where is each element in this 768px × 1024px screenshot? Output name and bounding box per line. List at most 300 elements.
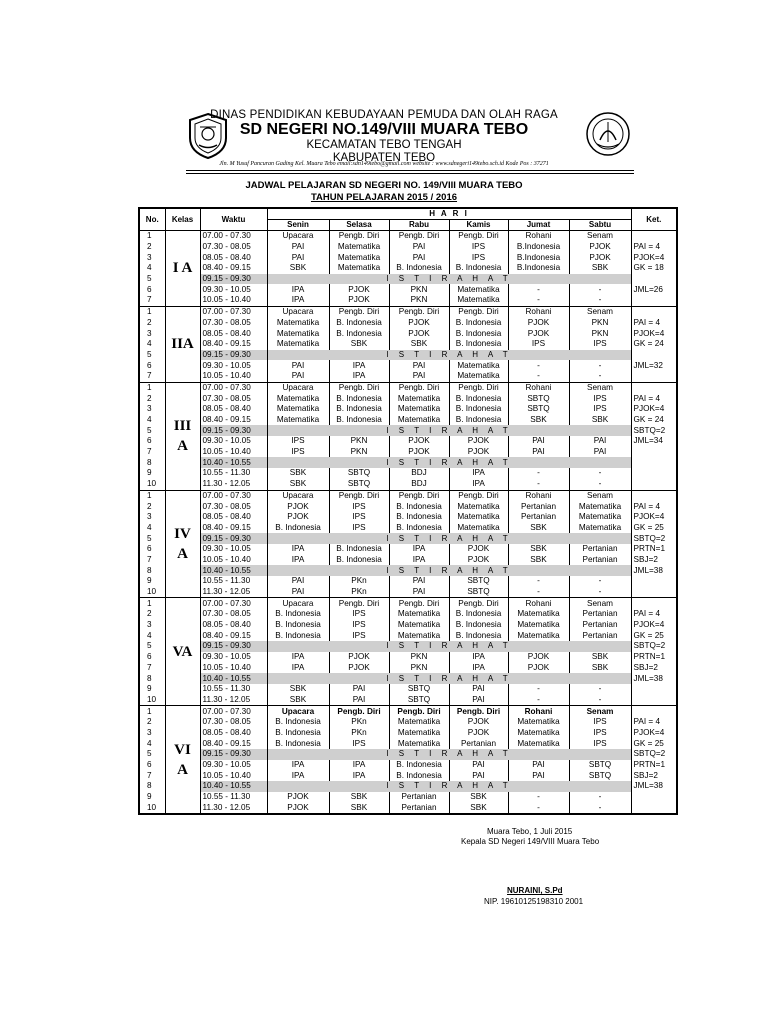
subject-cell: BDJ	[389, 468, 449, 479]
subject-cell: SBK	[389, 339, 449, 350]
table-row	[139, 501, 677, 512]
subject-cell: IPS	[569, 728, 631, 739]
subject-cell: IPS	[449, 252, 508, 263]
note-cell: PAI = 4	[631, 393, 677, 404]
subject-cell: IPA	[267, 770, 329, 781]
subject-cell: Pengb. Diri	[329, 231, 389, 242]
note-cell: PAI = 4	[631, 501, 677, 512]
subject-cell: Rohani	[508, 382, 569, 393]
table-row	[139, 523, 677, 534]
subject-cell: IPA	[267, 760, 329, 771]
table-row	[139, 706, 677, 717]
subject-cell: Matematika	[389, 415, 449, 426]
subject-cell: IPS	[569, 738, 631, 749]
subject-cell: PJOK	[508, 328, 569, 339]
subject-cell: B.Indonesia	[508, 242, 569, 253]
subject-cell: -	[569, 295, 631, 306]
subject-cell: IPA	[329, 360, 389, 371]
note-cell: SBTQ=2	[631, 641, 677, 652]
subject-cell: SBK	[449, 792, 508, 803]
table-row	[139, 393, 677, 404]
period-number: 4	[139, 630, 165, 641]
period-time: 07.30 - 08.05	[200, 393, 267, 404]
subject-cell: B. Indonesia	[449, 393, 508, 404]
period-time: 10.40 - 10.55	[200, 781, 267, 792]
subject-cell: PKN	[569, 318, 631, 329]
subject-cell: -	[508, 371, 569, 382]
break-label: I S T I R A H A T	[267, 781, 631, 792]
subject-cell: Matematika	[508, 620, 569, 631]
note-cell	[631, 706, 677, 717]
subject-cell: -	[569, 802, 631, 814]
break-label: I S T I R A H A T	[267, 533, 631, 544]
subject-cell: PKn	[329, 576, 389, 587]
subject-cell: IPS	[329, 512, 389, 523]
note-cell: PJOK=4	[631, 728, 677, 739]
note-cell	[631, 792, 677, 803]
subject-cell: Matematika	[267, 415, 329, 426]
class-name	[165, 231, 200, 307]
subject-cell: -	[508, 695, 569, 706]
subject-cell: Pertanian	[569, 544, 631, 555]
table-row	[139, 598, 677, 609]
period-number: 5	[139, 749, 165, 760]
subject-cell: IPA	[267, 555, 329, 566]
table-row	[139, 565, 677, 576]
regency-name: KABUPATEN TEBO	[332, 152, 436, 164]
period-time: 09.15 - 09.30	[200, 749, 267, 760]
subject-cell: Pengb. Diri	[389, 490, 449, 501]
subject-cell: SBTQ	[569, 770, 631, 781]
subject-cell: PJOK	[449, 436, 508, 447]
table-row	[139, 242, 677, 253]
subject-cell: PJOK	[329, 663, 389, 674]
col-kelas: Kelas	[165, 208, 200, 231]
subject-cell: PJOK	[329, 652, 389, 663]
period-number: 8	[139, 673, 165, 684]
subject-cell: PJOK	[267, 501, 329, 512]
subject-cell: IPS	[569, 339, 631, 350]
note-cell: PRTN=1	[631, 544, 677, 555]
subject-cell: IPA	[449, 663, 508, 674]
subject-cell: B. Indonesia	[329, 404, 389, 415]
period-time: 09.15 - 09.30	[200, 533, 267, 544]
subject-cell: IPS	[267, 447, 329, 458]
subject-cell: SBK	[508, 544, 569, 555]
note-cell	[631, 490, 677, 501]
subject-cell: SBTQ	[569, 760, 631, 771]
subject-cell: -	[569, 360, 631, 371]
subject-cell: SBK	[508, 555, 569, 566]
period-number: 7	[139, 295, 165, 306]
table-row	[139, 447, 677, 458]
subject-cell: IPS	[449, 242, 508, 253]
period-time: 07.30 - 08.05	[200, 717, 267, 728]
note-cell: PJOK=4	[631, 620, 677, 631]
signature-role: Kepala SD Negeri 149/VIII Muara Tebo	[461, 837, 600, 846]
subject-cell: B. Indonesia	[389, 760, 449, 771]
period-number: 5	[139, 641, 165, 652]
period-number: 3	[139, 404, 165, 415]
note-cell	[631, 684, 677, 695]
table-row	[139, 663, 677, 674]
schedule-body	[139, 231, 677, 815]
subject-cell: Matematika	[389, 620, 449, 631]
period-number: 6	[139, 360, 165, 371]
class-name-part: A	[177, 761, 188, 778]
note-cell: JML=26	[631, 284, 677, 295]
col-waktu: Waktu	[200, 208, 267, 231]
subject-cell: Matematika	[389, 609, 449, 620]
table-row	[139, 328, 677, 339]
period-number: 2	[139, 318, 165, 329]
subject-cell: IPS	[329, 501, 389, 512]
subject-cell: Pengb. Diri	[329, 706, 389, 717]
subject-cell: PAI	[449, 760, 508, 771]
note-cell	[631, 468, 677, 479]
subject-cell: Pengb. Diri	[389, 598, 449, 609]
signatory-name: NURAINI, S.Pd	[507, 886, 563, 895]
period-number: 2	[139, 501, 165, 512]
note-cell: SBTQ=2	[631, 749, 677, 760]
table-row	[139, 284, 677, 295]
period-number: 3	[139, 512, 165, 523]
period-number: 8	[139, 457, 165, 468]
period-number: 1	[139, 231, 165, 242]
subject-cell: IPA	[267, 544, 329, 555]
period-time: 10.55 - 11.30	[200, 684, 267, 695]
subject-cell: B. Indonesia	[267, 630, 329, 641]
break-label: I S T I R A H A T	[267, 641, 631, 652]
subject-cell: SBK	[267, 695, 329, 706]
table-row	[139, 760, 677, 771]
subject-cell: -	[508, 684, 569, 695]
subject-cell: B. Indonesia	[267, 717, 329, 728]
period-time: 09.30 - 10.05	[200, 544, 267, 555]
subject-cell: PAI	[389, 587, 449, 598]
subject-cell: Pengb. Diri	[389, 231, 449, 242]
table-row	[139, 587, 677, 598]
note-cell: GK = 24	[631, 415, 677, 426]
note-cell: PAI = 4	[631, 609, 677, 620]
note-cell: PJOK=4	[631, 512, 677, 523]
subject-cell: -	[569, 479, 631, 490]
subject-cell: SBTQ	[449, 576, 508, 587]
period-time: 10.05 - 10.40	[200, 663, 267, 674]
period-number: 8	[139, 565, 165, 576]
school-name: SD NEGERI NO.149/VIII MUARA TEBO	[239, 121, 529, 138]
subject-cell: Matematika	[389, 738, 449, 749]
subject-cell: Matematika	[449, 523, 508, 534]
table-row	[139, 555, 677, 566]
subject-cell: Matematika	[449, 295, 508, 306]
subject-cell: IPS	[569, 404, 631, 415]
note-cell: PAI = 4	[631, 717, 677, 728]
col-day: Sabtu	[569, 220, 631, 231]
note-cell	[631, 382, 677, 393]
subject-cell: PJOK	[389, 447, 449, 458]
table-row	[139, 263, 677, 274]
subject-cell: Pengb. Diri	[329, 598, 389, 609]
subject-cell: -	[569, 792, 631, 803]
subject-cell: Upacara	[267, 598, 329, 609]
subject-cell: PJOK	[389, 328, 449, 339]
period-time: 07.00 - 07.30	[200, 306, 267, 317]
note-cell	[631, 274, 677, 285]
subject-cell: Pertanian	[569, 555, 631, 566]
period-time: 10.05 - 10.40	[200, 371, 267, 382]
period-time: 11.30 - 12.05	[200, 479, 267, 490]
period-number: 2	[139, 609, 165, 620]
col-day: Jumat	[508, 220, 569, 231]
period-time: 07.30 - 08.05	[200, 242, 267, 253]
subject-cell: Pertanian	[389, 792, 449, 803]
subject-cell: Matematika	[508, 738, 569, 749]
subject-cell: PKn	[329, 587, 389, 598]
subject-cell: Senam	[569, 598, 631, 609]
subject-cell: SBK	[267, 263, 329, 274]
table-row	[139, 728, 677, 739]
period-time: 07.00 - 07.30	[200, 706, 267, 717]
subject-cell: PKN	[329, 447, 389, 458]
period-time: 10.05 - 10.40	[200, 555, 267, 566]
subject-cell: PJOK	[508, 652, 569, 663]
subject-cell: Matematika	[267, 328, 329, 339]
table-row	[139, 781, 677, 792]
period-time: 09.30 - 10.05	[200, 760, 267, 771]
col-day: Senin	[267, 220, 329, 231]
subject-cell: Matematika	[569, 512, 631, 523]
subject-cell: IPS	[329, 630, 389, 641]
subject-cell: Upacara	[267, 490, 329, 501]
period-number: 1	[139, 706, 165, 717]
subject-cell: SBK	[329, 339, 389, 350]
table-row	[139, 306, 677, 317]
period-time: 08.05 - 08.40	[200, 328, 267, 339]
subject-cell: Matematika	[267, 339, 329, 350]
table-row	[139, 382, 677, 393]
subject-cell: PAI	[389, 242, 449, 253]
period-time: 10.55 - 11.30	[200, 576, 267, 587]
subject-cell: PAI	[267, 576, 329, 587]
period-time: 08.40 - 09.15	[200, 523, 267, 534]
period-number: 10	[139, 695, 165, 706]
subject-cell: Pertanian	[508, 512, 569, 523]
note-cell: JML=38	[631, 673, 677, 684]
period-time: 08.40 - 09.15	[200, 630, 267, 641]
table-row	[139, 802, 677, 814]
note-cell: JML=38	[631, 565, 677, 576]
subject-cell: Matematika	[389, 728, 449, 739]
note-cell: PAI = 4	[631, 242, 677, 253]
subject-cell: B. Indonesia	[329, 555, 389, 566]
subject-cell: SBTQ	[449, 587, 508, 598]
table-row	[139, 425, 677, 436]
subject-cell: PAI	[267, 242, 329, 253]
subject-cell: IPA	[389, 544, 449, 555]
subject-cell: SBTQ	[389, 684, 449, 695]
period-time: 09.15 - 09.30	[200, 350, 267, 361]
note-cell: GK = 18	[631, 263, 677, 274]
period-time: 07.00 - 07.30	[200, 490, 267, 501]
period-time: 09.30 - 10.05	[200, 284, 267, 295]
subject-cell: Pengb. Diri	[329, 382, 389, 393]
subject-cell: PKN	[389, 652, 449, 663]
col-day: Selasa	[329, 220, 389, 231]
subject-cell: SBK	[569, 652, 631, 663]
subject-cell: SBK	[569, 263, 631, 274]
period-number: 1	[139, 598, 165, 609]
table-row	[139, 415, 677, 426]
subject-cell: Pengb. Diri	[449, 306, 508, 317]
class-name-part: IV	[174, 525, 191, 542]
period-number: 4	[139, 523, 165, 534]
subject-cell: PAI	[569, 436, 631, 447]
period-time: 09.30 - 10.05	[200, 436, 267, 447]
signatory-nip: NIP. 19610125198310 2001	[484, 897, 584, 906]
table-row	[139, 350, 677, 361]
subject-cell: SBK	[329, 802, 389, 814]
subject-cell: Rohani	[508, 306, 569, 317]
subject-cell: B. Indonesia	[449, 263, 508, 274]
col-day: Kamis	[449, 220, 508, 231]
subject-cell: Senam	[569, 490, 631, 501]
subject-cell: Pertanian	[569, 630, 631, 641]
subject-cell: PAI	[267, 252, 329, 263]
class-name	[165, 306, 200, 382]
table-row	[139, 620, 677, 631]
subject-cell: Pengb. Diri	[329, 306, 389, 317]
subject-cell: -	[569, 695, 631, 706]
note-cell: GK = 25	[631, 523, 677, 534]
note-cell	[631, 576, 677, 587]
subject-cell: B. Indonesia	[449, 609, 508, 620]
subject-cell: PKN	[329, 436, 389, 447]
subject-cell: PJOK	[267, 512, 329, 523]
period-number: 8	[139, 781, 165, 792]
subject-cell: IPS	[329, 609, 389, 620]
subject-cell: Matematika	[389, 393, 449, 404]
period-number: 4	[139, 263, 165, 274]
subject-cell: PJOK	[569, 252, 631, 263]
subject-cell: Matematika	[329, 252, 389, 263]
period-time: 11.30 - 12.05	[200, 695, 267, 706]
subject-cell: SBK	[267, 684, 329, 695]
subject-cell: PJOK	[329, 295, 389, 306]
subject-cell: IPA	[267, 663, 329, 674]
class-name	[165, 490, 200, 598]
period-time: 08.40 - 09.15	[200, 415, 267, 426]
subject-cell: B. Indonesia	[267, 738, 329, 749]
subject-cell: PJOK	[508, 663, 569, 674]
subject-cell: PJOK	[449, 555, 508, 566]
subject-cell: B.Indonesia	[508, 252, 569, 263]
subject-cell: Pengb. Diri	[389, 306, 449, 317]
subject-cell: SBTQ	[508, 404, 569, 415]
class-name-part: VA	[172, 643, 193, 660]
subject-cell: IPA	[389, 555, 449, 566]
period-number: 5	[139, 274, 165, 285]
period-time: 09.15 - 09.30	[200, 425, 267, 436]
period-time: 08.05 - 08.40	[200, 620, 267, 631]
subject-cell: PJOK	[508, 318, 569, 329]
subject-cell: Senam	[569, 306, 631, 317]
period-number: 6	[139, 284, 165, 295]
period-number: 9	[139, 468, 165, 479]
subject-cell: IPS	[569, 393, 631, 404]
table-row	[139, 468, 677, 479]
subject-cell: PAI	[267, 360, 329, 371]
subject-cell: PKn	[329, 717, 389, 728]
subject-cell: B. Indonesia	[449, 404, 508, 415]
subject-cell: B.Indonesia	[508, 263, 569, 274]
note-cell: PRTN=1	[631, 652, 677, 663]
subject-cell: -	[569, 284, 631, 295]
subject-cell: Pengb. Diri	[329, 490, 389, 501]
subject-cell: Pengb. Diri	[389, 706, 449, 717]
period-number: 5	[139, 350, 165, 361]
schedule-title: JADWAL PELAJARAN SD NEGERI NO. 149/VIII MUARA TEBO	[245, 180, 523, 191]
subject-cell: -	[569, 684, 631, 695]
subject-cell: PAI	[267, 587, 329, 598]
period-number: 2	[139, 717, 165, 728]
period-number: 7	[139, 447, 165, 458]
subject-cell: SBTQ	[329, 468, 389, 479]
note-cell	[631, 371, 677, 382]
subject-cell: PJOK	[449, 447, 508, 458]
note-cell: JML=32	[631, 360, 677, 371]
period-time: 10.05 - 10.40	[200, 770, 267, 781]
table-row	[139, 749, 677, 760]
subject-cell: -	[508, 360, 569, 371]
subject-cell: Pertanian	[508, 501, 569, 512]
period-time: 08.05 - 08.40	[200, 728, 267, 739]
subject-cell: -	[508, 576, 569, 587]
subject-cell: IPA	[449, 479, 508, 490]
subject-cell: PJOK	[449, 728, 508, 739]
period-number: 7	[139, 371, 165, 382]
break-label: I S T I R A H A T	[267, 749, 631, 760]
table-row	[139, 695, 677, 706]
period-number: 6	[139, 652, 165, 663]
subject-cell: B. Indonesia	[267, 523, 329, 534]
signature-place-date: Muara Tebo, 1 Juli 2015	[487, 827, 573, 836]
period-number: 3	[139, 252, 165, 263]
subject-cell: Upacara	[267, 706, 329, 717]
table-row	[139, 457, 677, 468]
period-time: 10.05 - 10.40	[200, 447, 267, 458]
district-name: KECAMATAN TEBO TENGAH	[306, 139, 462, 151]
subject-cell: Pertanian	[389, 802, 449, 814]
subject-cell: IPA	[449, 468, 508, 479]
subject-cell: -	[569, 576, 631, 587]
subject-cell: -	[508, 479, 569, 490]
period-number: 7	[139, 555, 165, 566]
table-row	[139, 404, 677, 415]
subject-cell: Pertanian	[569, 620, 631, 631]
period-time: 09.15 - 09.30	[200, 274, 267, 285]
table-row	[139, 512, 677, 523]
subject-cell: SBK	[508, 415, 569, 426]
subject-cell: Pengb. Diri	[389, 382, 449, 393]
subject-cell: Matematika	[449, 501, 508, 512]
period-number: 1	[139, 306, 165, 317]
subject-cell: Pengb. Diri	[449, 706, 508, 717]
subject-cell: PAI	[267, 371, 329, 382]
period-time: 08.40 - 09.15	[200, 738, 267, 749]
subject-cell: B. Indonesia	[267, 609, 329, 620]
subject-cell: Matematika	[267, 393, 329, 404]
